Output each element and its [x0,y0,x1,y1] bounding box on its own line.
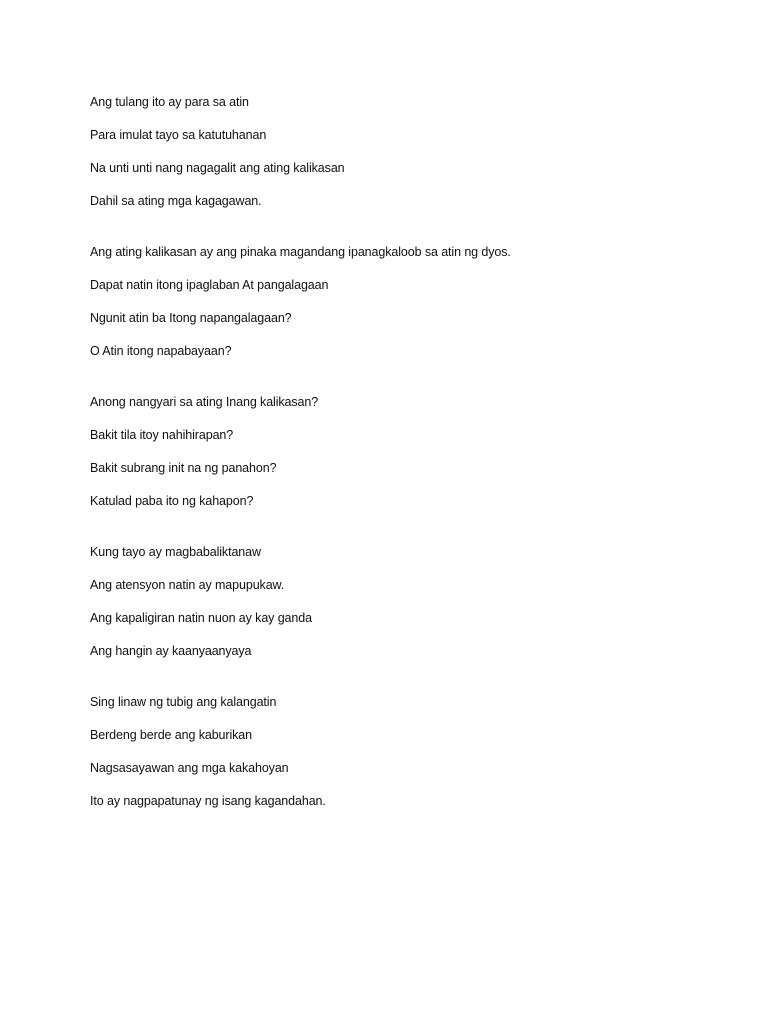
poem-line: Berdeng berde ang kaburikan [90,728,253,742]
stanza-4 [90,543,710,660]
poem-line: Katulad paba ito ng kahapon? [90,494,254,508]
stanza-3 [90,393,710,510]
poem-line: Ito ay nagpapatunay ng isang kagandahan. [90,794,326,808]
poem-line: Ngunit atin ba Itong napangalagaan? [90,311,292,325]
stanza-5 [90,693,710,810]
poem-line: O Atin itong napabayaan? [90,344,232,358]
poem-line: Anong nangyari sa ating Inang kalikasan? [90,395,319,409]
poem-line: Kung tayo ay magbabaliktanaw [90,545,261,559]
poem-line: Bakit subrang init na ng panahon? [90,461,277,475]
poem-line: Dapat natin itong ipaglaban At pangalagaan [90,278,329,292]
poem-line: Ang kapaligiran natin nuon ay kay ganda [90,611,312,625]
stanza-2 [90,243,710,360]
poem-line: Ang tulang ito ay para sa atin [90,95,249,109]
poem-line: Para imulat tayo sa katutuhanan [90,128,267,142]
poem-line: Nagsasayawan ang mga kakahoyan [90,761,289,775]
poem-line: Na unti unti nang nagagalit ang ating kalikasan [90,161,345,175]
poem-line: Sing linaw ng tubig ang kalangatin [90,695,277,709]
poem-line: Ang ating kalikasan ay ang pinaka magandang ipanagkaloob sa atin ng dyos. [90,245,511,259]
poem-body [90,93,710,843]
poem-line: Bakit tila itoy nahihirapan? [90,428,234,442]
poem-line: Dahil sa ating mga kagagawan. [90,194,262,208]
poem-line: Ang hangin ay kaanyaanyaya [90,644,252,658]
stanza-1 [90,93,710,210]
poem-line: Ang atensyon natin ay mapupukaw. [90,578,285,592]
